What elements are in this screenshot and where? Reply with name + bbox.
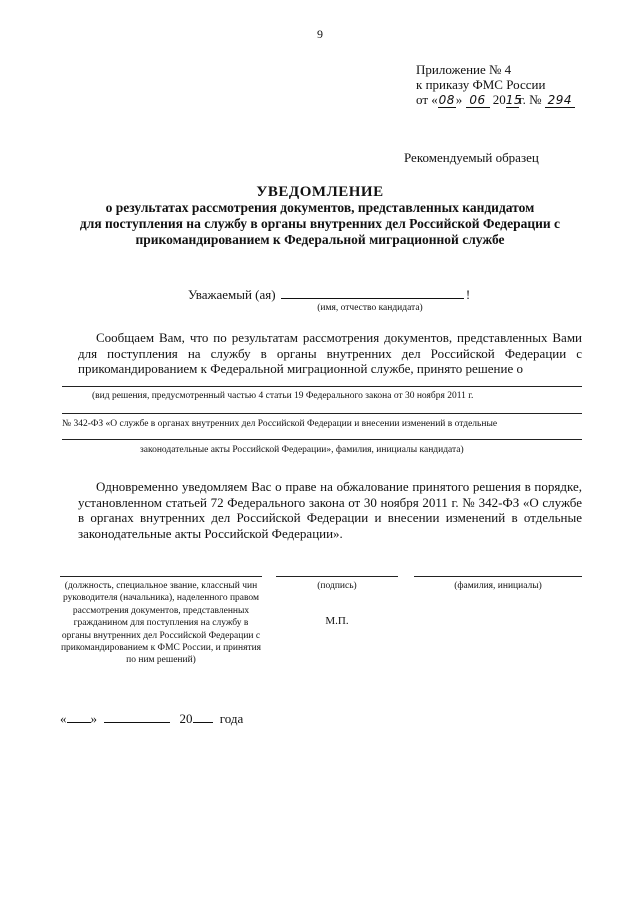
name-blank-line (414, 576, 582, 577)
decision-blank-line-1 (62, 386, 582, 387)
document-subtitle: о результатах рассмотрения документов, представленных кандидатом для поступления на службу в органы внутренних дел Российской Федерации с прикомандированием к Федеральной миграционной службе (79, 200, 561, 247)
date-month-blank (104, 711, 170, 723)
position-blank-line (60, 576, 262, 577)
appendix-month: 06 (466, 94, 490, 108)
appendix-line-1: Приложение № 4 (416, 62, 512, 77)
decision-blank-line-2 (62, 413, 582, 414)
appendix-year: 15 (505, 93, 523, 107)
name-caption: (фамилия, инициалы) (454, 581, 542, 591)
appendix-header (416, 62, 575, 108)
appeal-rights-paragraph: Одновременно уведомляем Вас о праве на обжалование принятого решения в порядке, установленном статьей 72 Федерального закона от 30 ноября 2011 г. № 342-ФЗ «О службе в органах внутренних дел Российской Федерации и внесении изменений в отдельные законодательные акты Российской Федерации». (78, 479, 582, 541)
decision-blank-line-3 (62, 439, 582, 440)
stamp-placeholder: М.П. (325, 615, 349, 627)
recommended-sample-label: Рекомендуемый образец (404, 150, 539, 165)
appendix-date-line: от «08» 06 2015г. № 294 (416, 92, 575, 108)
date-year-blank (193, 711, 213, 723)
greeting-label: Уважаемый (ая) (188, 287, 276, 302)
document-title: УВЕДОМЛЕНИЕ (256, 184, 384, 200)
notification-paragraph: Сообщаем Вам, что по результатам рассмотрения документов, представленных Вами для поступления на службу в органы внутренних дел Российской Федерации с прикомандированием к Федеральной миграционной службе, принято решение о (78, 330, 582, 376)
decision-caption-2: № 342-ФЗ «О службе в органах внутренних дел Российской Федерации и внесении изменений в отдельные (62, 419, 498, 429)
appendix-number: 294 (545, 94, 575, 108)
date-footer: « » 20 года (60, 711, 244, 726)
signature-blank-line (276, 576, 398, 577)
candidate-name-caption: (имя, отчество кандидата) (317, 303, 423, 313)
appendix-line-2: к приказу ФМС России (416, 77, 546, 92)
candidate-name-blank (281, 286, 464, 299)
decision-caption-1: (вид решения, предусмотренный частью 4 статьи 19 Федерального закона от 30 ноября 2011 г. (92, 391, 474, 401)
position-caption: (должность, специальное звание, классный чин руководителя (начальника), наделенного правом рассмотрения документов, представленных гражданином для поступления на службу в органы внутренних дел Российской Федерации с прикомандированием к ФМС России, и принятия по ним решений) (60, 581, 262, 666)
page-number: 9 (317, 27, 323, 41)
appendix-day: 08 (438, 93, 455, 107)
signature-caption: (подпись) (317, 581, 357, 591)
date-day-blank (67, 711, 91, 723)
decision-caption-3: законодательные акты Российской Федерации», фамилия, инициалы кандидата) (140, 445, 464, 455)
greeting: Уважаемый (ая) ! (188, 287, 471, 302)
